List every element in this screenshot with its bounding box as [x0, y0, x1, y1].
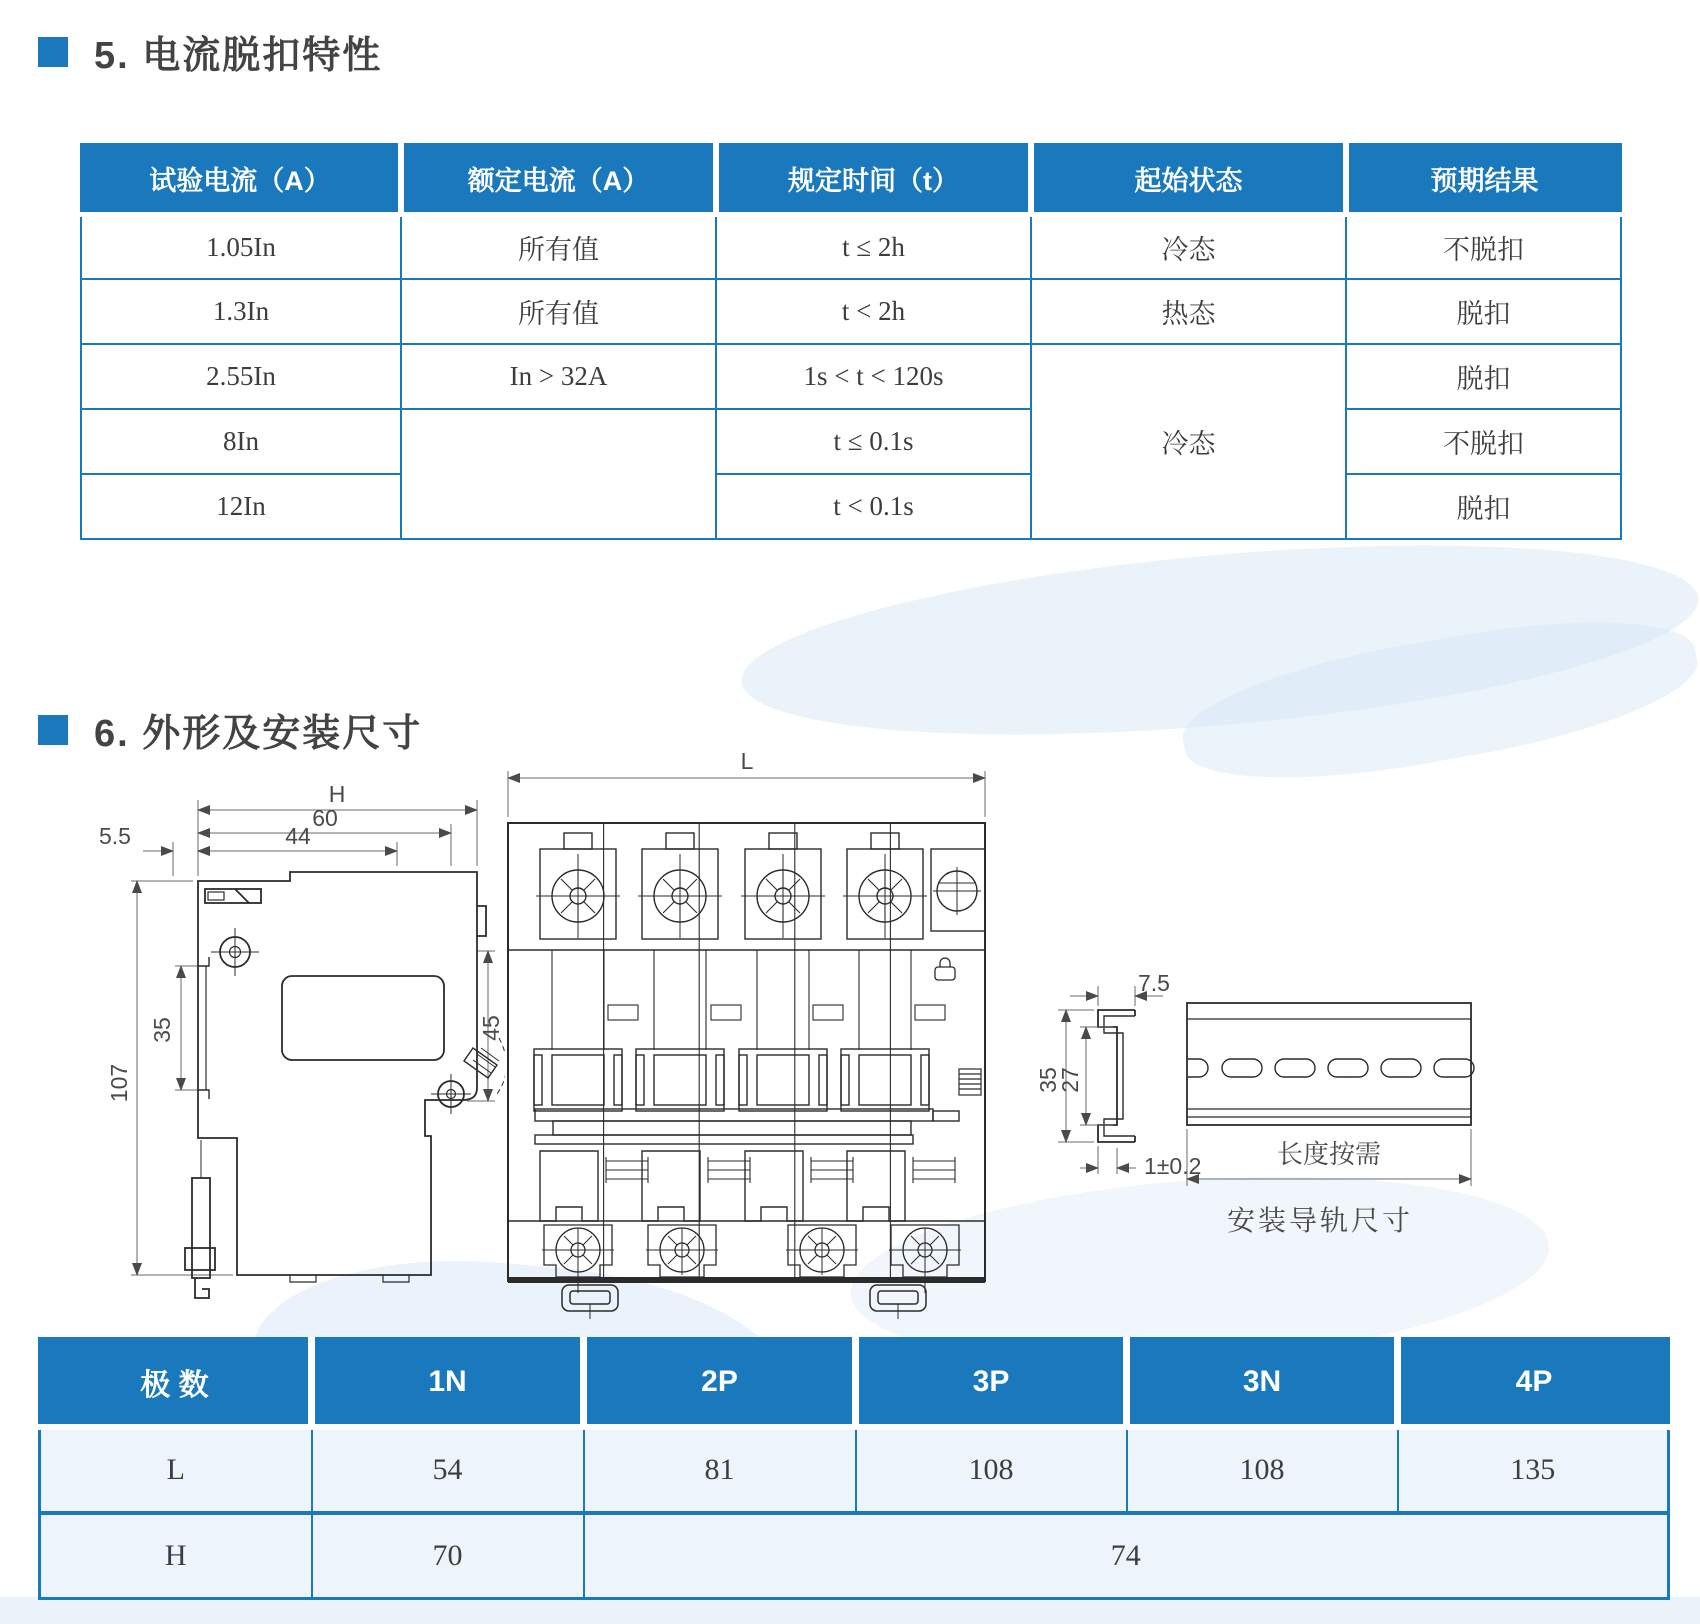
handle-blocks: [534, 1049, 929, 1111]
dim-label: 45: [478, 1015, 504, 1041]
din-clip-stem: [185, 1140, 215, 1298]
dim-label: H: [328, 781, 346, 807]
cell-test-current: 12In: [81, 474, 401, 539]
col-header-poles: 极 数: [40, 1339, 312, 1427]
screw-terminal-icon: [843, 833, 927, 939]
col-header-3n: 3N: [1127, 1339, 1398, 1427]
breaker-side-body: [185, 872, 505, 1298]
col-header-2p: 2P: [584, 1339, 856, 1427]
cell-rated-current: 所有值: [401, 279, 716, 344]
table-row: [81, 474, 1621, 539]
screw-terminal-icon: [741, 833, 825, 939]
rail-front-view: [1187, 1003, 1474, 1125]
cell-result: 脱扣: [1346, 474, 1621, 539]
cell-result: 不脱扣: [1346, 409, 1621, 474]
col-header-4p: 4P: [1398, 1339, 1669, 1427]
din-clips: [562, 1285, 926, 1319]
col-header-initial-state: 起始状态: [1031, 144, 1346, 214]
knurl-adjuster-icon: [959, 1069, 981, 1095]
cell-H-1n: 70: [312, 1513, 584, 1599]
cell-test-current: 2.55In: [81, 344, 401, 409]
cell-rated-current: 所有值: [401, 214, 716, 279]
cell-state: 热态: [1031, 279, 1346, 344]
cell-test-current: 1.05In: [81, 214, 401, 279]
col-header-3p: 3P: [856, 1339, 1127, 1427]
row-label-L: L: [40, 1427, 312, 1513]
cell-test-current: 8In: [81, 409, 401, 474]
breaker-front-body: [508, 823, 985, 1319]
col-header-specified-time: 规定时间（t）: [716, 144, 1031, 214]
pole-mid-lines: [552, 950, 945, 1050]
screw-terminal-icon: [638, 833, 722, 939]
screw-terminal-icon: [536, 833, 620, 939]
col-header-test-current: 试验电流（A）: [81, 144, 401, 214]
section5-title: 5. 电流脱扣特性: [94, 35, 383, 77]
section-bullet-square: [38, 37, 68, 67]
rail-caption: 安装导轨尺寸: [1226, 1205, 1414, 1236]
dim-label: 7.5: [1138, 970, 1170, 996]
breaker-side-view-drawing: [85, 748, 505, 1318]
rail-slots: [1187, 1059, 1474, 1077]
cell-result: 脱扣: [1346, 279, 1621, 344]
cell-L-3n: 108: [1127, 1427, 1398, 1513]
cell-rated-current: In > 32A: [401, 344, 716, 409]
cell-time: 1s < t < 120s: [716, 344, 1031, 409]
trip-characteristics-table: [80, 143, 1622, 540]
table-row: [81, 409, 1621, 474]
table-row: [81, 214, 1621, 279]
col-header-1n: 1N: [312, 1339, 584, 1427]
dim-label: 44: [285, 823, 311, 849]
label-window: [282, 976, 444, 1060]
screw-icon: [646, 1225, 718, 1277]
screw-icon: [786, 1225, 858, 1277]
cell-L-4p: 135: [1398, 1427, 1669, 1513]
rail-length-note: 长度按需: [1276, 1139, 1382, 1169]
row-label-H: H: [40, 1513, 312, 1599]
cell-test-current: 1.3In: [81, 279, 401, 344]
section-bullet-square: [38, 715, 68, 745]
top-clip-slot: [205, 889, 261, 903]
cell-rated-current-merged: [401, 409, 716, 539]
cell-L-1n: 54: [312, 1427, 584, 1513]
cell-L-3p: 108: [856, 1427, 1127, 1513]
col-header-expected-result: 预期结果: [1346, 144, 1621, 214]
watermark-bottom-strip: [0, 1597, 1700, 1624]
din-rail-drawing: [1020, 858, 1500, 1253]
dim-label: 35: [1035, 1067, 1061, 1093]
side-tab: [477, 906, 486, 936]
cell-state: 冷态: [1031, 214, 1346, 279]
cell-result: 脱扣: [1346, 344, 1621, 409]
dimension-lines: [508, 771, 985, 817]
dimension-size-table: [38, 1337, 1670, 1600]
cell-time: t < 0.1s: [716, 474, 1031, 539]
dim-label: 60: [312, 805, 338, 831]
size-table-header-row: [40, 1339, 1669, 1427]
dim-label: 5.5: [99, 823, 131, 849]
dim-label: 35: [149, 1017, 175, 1043]
section5-heading: [38, 24, 382, 79]
section6-title: 6. 外形及安装尺寸: [94, 713, 423, 755]
col-header-rated-current: 额定电流（A）: [401, 144, 716, 214]
table-row: [81, 279, 1621, 344]
cell-L-2p: 81: [584, 1427, 856, 1513]
cell-H-merged: 74: [584, 1513, 1669, 1599]
lower-terminals: [540, 1151, 955, 1221]
cell-time: t ≤ 0.1s: [716, 409, 1031, 474]
dim-label: L: [740, 753, 754, 774]
trip-table-header-row: [81, 144, 1621, 214]
cell-result: 不脱扣: [1346, 214, 1621, 279]
lock-icon: [935, 958, 955, 980]
breaker-front-view-drawing: [495, 753, 1005, 1325]
cell-time: t ≤ 2h: [716, 214, 1031, 279]
rail-cross-section: [1098, 1010, 1135, 1142]
round-terminal-icon: [931, 849, 985, 931]
cell-time: t < 2h: [716, 279, 1031, 344]
cell-state-merged: 冷态: [1031, 344, 1346, 539]
table-row-L: [40, 1427, 1669, 1513]
dim-label: 27: [1057, 1067, 1083, 1093]
table-row: [81, 344, 1621, 409]
dim-label: 1±0.2: [1144, 1153, 1202, 1179]
dim-label: 107: [106, 1063, 132, 1103]
table-row-H: [40, 1513, 1669, 1599]
handle-tie-bar: [535, 1109, 959, 1144]
